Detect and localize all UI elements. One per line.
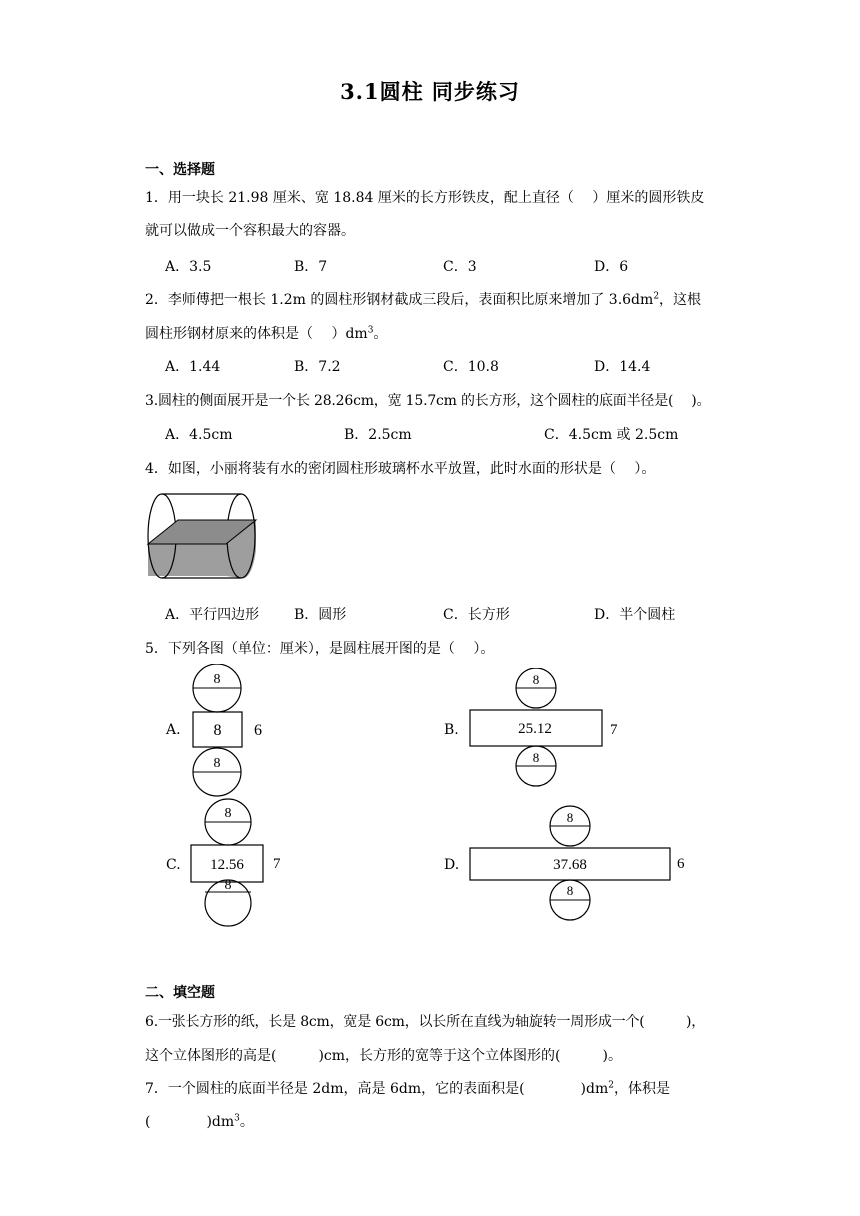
q5-option-d-label[interactable]: D.: [444, 857, 460, 873]
q5-figure-b[interactable]: [465, 668, 635, 788]
q1-option-d[interactable]: D．6: [594, 259, 629, 275]
q5-option-b-label[interactable]: B.: [444, 722, 459, 738]
fig-a-circle-top-label: 8: [213, 672, 221, 687]
q1-text-line1: 1．用一块长 21.98 厘米、宽 18.84 厘米的长方形铁皮，配上直径（ ）厘米的圆形铁皮: [145, 190, 705, 206]
section-heading-choice: 一、选择题: [145, 162, 215, 178]
q5-option-c-label[interactable]: C.: [166, 857, 181, 873]
q7-text-line2: ( )$dm^3$。: [145, 1113, 254, 1130]
q3-option-c[interactable]: C．4.5cm 或 2.5cm: [544, 427, 679, 443]
section-heading-fill: 二、填空题: [145, 985, 215, 1001]
q3-option-a[interactable]: A．4.5cm: [165, 427, 233, 443]
q4-option-d[interactable]: D．半个圆柱: [594, 607, 676, 623]
q3-text-line1: 3.圆柱的侧面展开是一个长 28.26cm，宽 15.7cm 的长方形，这个圆柱的底面半径是( )。: [145, 393, 711, 409]
page-title: 3.1圆柱 同步练习: [340, 79, 520, 104]
q4-option-c[interactable]: C．长方形: [443, 607, 510, 623]
fig-d-circle-top-label: 8: [566, 810, 574, 825]
q2-text-line2: 圆柱形钢材原来的体积是（ ）$dm^3$。: [145, 325, 388, 342]
q7-text-line1: 7．一个圆柱的底面半径是 2dm，高是 6dm，它的表面积是( )$dm^2$，体积是: [145, 1080, 670, 1097]
q6-text-line1: 6.一张长方形的纸，长是 8cm，宽是 6cm，以长所在直线为轴旋转一周形成一个( )，: [145, 1014, 706, 1030]
q2-option-b[interactable]: B．7.2: [294, 359, 341, 375]
q5-option-a-label[interactable]: A.: [166, 722, 181, 738]
q5-figure-d[interactable]: [465, 805, 695, 923]
fig-b-side-label: 7: [610, 722, 618, 738]
fig-b-circle-bottom-label: 8: [532, 750, 540, 765]
q2-text-line1: 2．李师傅把一根长 1.2m 的圆柱形钢材截成三段后，表面积比原来增加了 $3.6dm^2$，这根: [145, 291, 702, 308]
q1-text-line2: 就可以做成一个容积最大的容器。: [145, 223, 355, 239]
fig-a-side-label: 6: [254, 722, 262, 739]
fig-c-circle-bottom-label: 8: [224, 878, 232, 893]
q5-figure-c[interactable]: [186, 798, 296, 928]
q6-text-line2: 这个立体图形的高是( )cm，长方形的宽等于这个立体图形的( )。: [145, 1048, 622, 1064]
q1-option-c[interactable]: C．3: [443, 259, 477, 275]
fig-c-circle-top-label: 8: [224, 806, 232, 821]
fig-c-rect-label: 12.56: [210, 857, 244, 873]
q4-option-a[interactable]: A．平行四边形: [165, 607, 260, 623]
q4-option-b[interactable]: B．圆形: [294, 607, 347, 623]
q5-figure-a[interactable]: [188, 664, 278, 798]
fig-d-rect-label: 37.68: [553, 857, 587, 873]
horizontal-cylinder-figure: [144, 490, 264, 586]
fig-d-side-label: 6: [677, 856, 685, 872]
q4-text-line1: 4．如图，小丽将装有水的密闭圆柱形玻璃杯水平放置，此时水面的形状是（ ）。: [145, 461, 656, 477]
q2-option-d[interactable]: D．14.4: [594, 359, 651, 375]
fig-d-circle-bottom-label: 8: [566, 883, 574, 898]
fig-c-side-label: 7: [273, 856, 281, 872]
q2-option-a[interactable]: A．1.44: [165, 359, 221, 375]
q3-option-b[interactable]: B．2.5cm: [344, 427, 412, 443]
fig-a-circle-bottom-label: 8: [213, 756, 221, 771]
fig-b-rect-label: 25.12: [518, 721, 552, 737]
fig-a-rect-label: 8: [213, 722, 222, 739]
fig-b-circle-top-label: 8: [532, 672, 540, 687]
q1-option-a[interactable]: A．3.5: [165, 259, 212, 275]
q1-option-b[interactable]: B．7: [294, 259, 328, 275]
q5-text-line1: 5．下列各图（单位：厘米），是圆柱展开图的是（ ）。: [145, 641, 495, 657]
q2-option-c[interactable]: C．10.8: [443, 359, 499, 375]
